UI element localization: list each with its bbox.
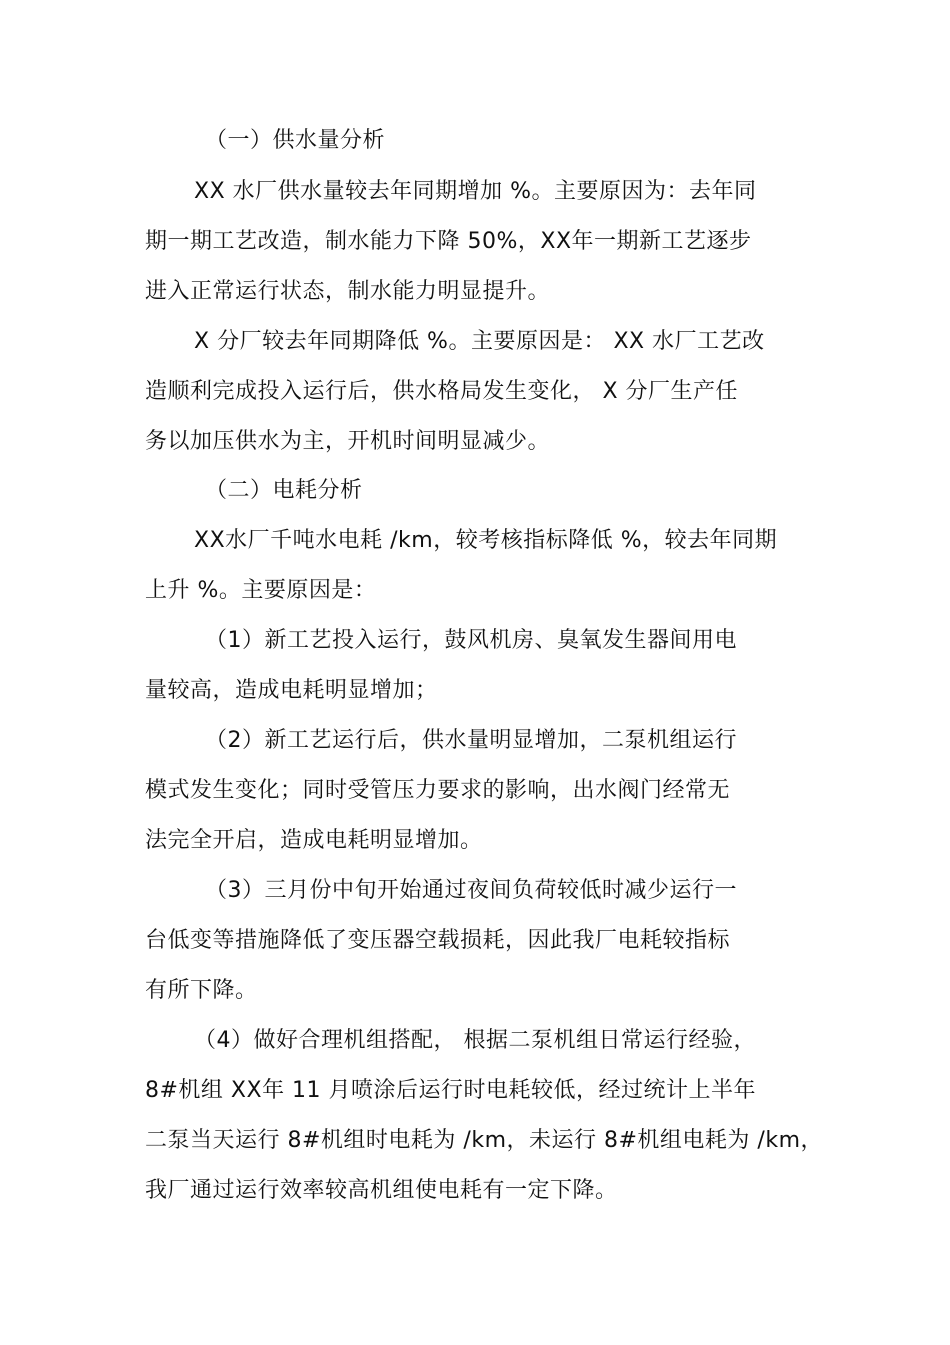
paragraph-line: 期一期工艺改造，制水能力下降 50%，XX年一期新工艺逐步 xyxy=(145,229,752,254)
paragraph-line: XX水厂千吨水电耗 /km，较考核指标降低 %，较去年同期 xyxy=(194,528,778,553)
heading-power-consumption: （二）电耗分析 xyxy=(205,478,363,503)
paragraph-line: 务以加压供水为主，开机时间明显减少。 xyxy=(145,429,551,454)
list-item-line: 8#机组 XX年 11 月喷涂后运行时电耗较低，经过统计上半年 xyxy=(145,1078,757,1103)
list-item-line: 有所下降。 xyxy=(145,978,258,1003)
paragraph-line: 造顺利完成投入运行后，供水格局发生变化， X 分厂生产任 xyxy=(145,379,739,404)
list-item-line: （1）新工艺投入运行，鼓风机房、臭氧发生器间用电 xyxy=(205,628,737,653)
list-item-line: （3）三月份中旬开始通过夜间负荷较低时减少运行一 xyxy=(205,878,737,903)
paragraph-line: X 分厂较去年同期降低 %。主要原因是： XX 水厂工艺改 xyxy=(194,329,765,354)
list-item-line: 台低变等措施降低了变压器空载损耗，因此我厂电耗较指标 xyxy=(145,928,731,953)
list-item-line: 量较高，造成电耗明显增加； xyxy=(145,678,438,703)
heading-water-supply: （一）供水量分析 xyxy=(205,128,386,153)
list-item-line: （4）做好合理机组搭配， 根据二泵机组日常运行经验， xyxy=(194,1028,756,1053)
list-item-line: （2）新工艺运行后，供水量明显增加，二泵机组运行 xyxy=(205,728,737,753)
list-item-line: 模式发生变化；同时受管压力要求的影响，出水阀门经常无 xyxy=(145,778,731,803)
paragraph-line: 进入正常运行状态，制水能力明显提升。 xyxy=(145,279,551,304)
list-item-line: 法完全开启，造成电耗明显增加。 xyxy=(145,828,483,853)
paragraph-line: 上升 %。主要原因是： xyxy=(145,578,377,603)
list-item-line: 二泵当天运行 8#机组时电耗为 /km，未运行 8#机组电耗为 /km， xyxy=(145,1128,824,1153)
list-item-line: 我厂通过运行效率较高机组使电耗有一定下降。 xyxy=(145,1178,618,1203)
paragraph-line: XX 水厂供水量较去年同期增加 %。主要原因为：去年同 xyxy=(194,179,757,204)
